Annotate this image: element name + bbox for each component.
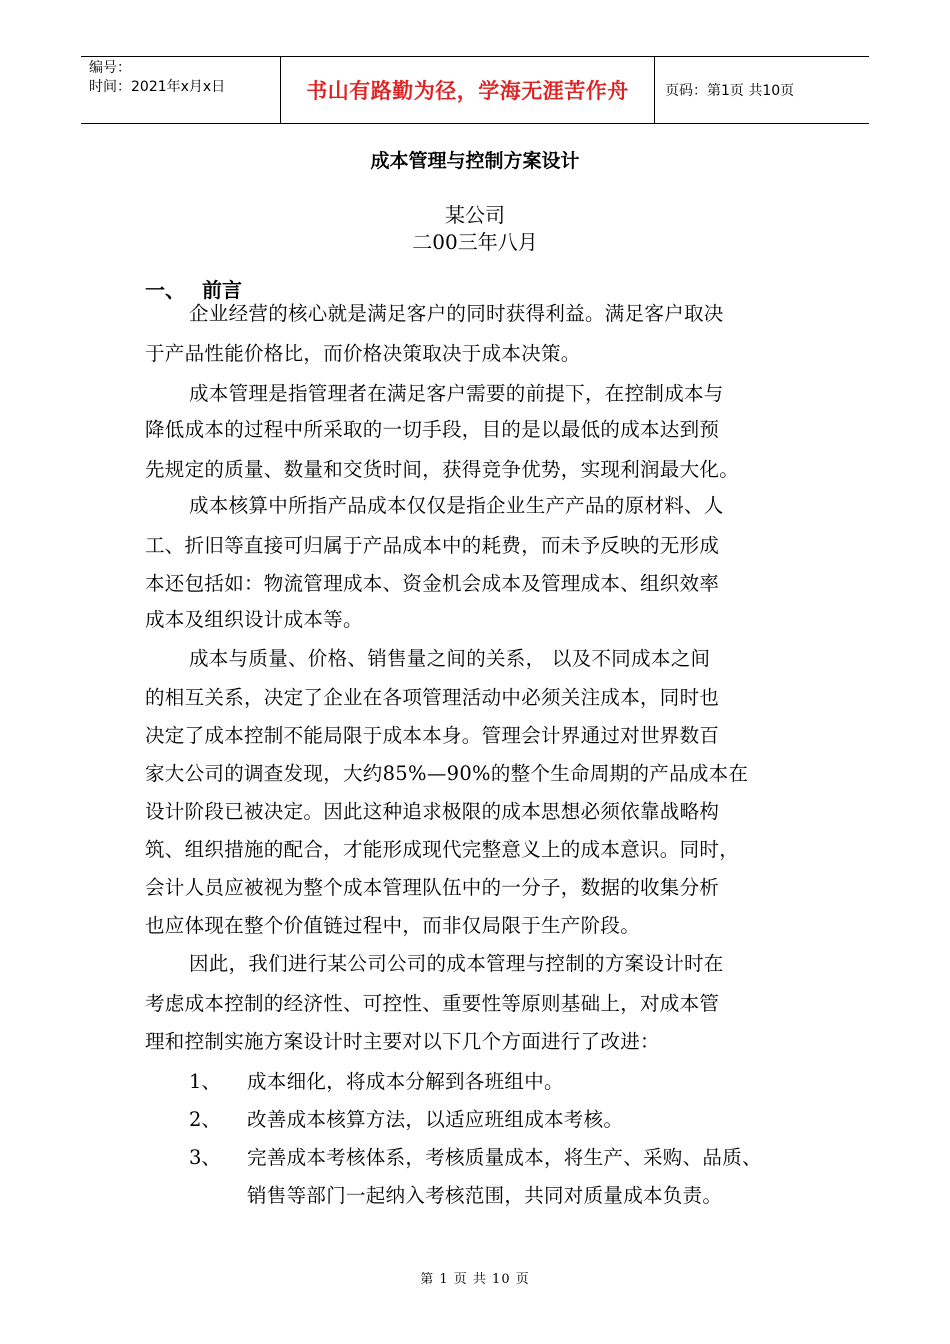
body-line: 家大公司的调查发现，大约85%—90%的整个生命周期的产品成本在 xyxy=(145,762,749,785)
header-time-label: 时间：2021年x月x日 xyxy=(89,79,226,95)
section-title: 前言 xyxy=(202,278,242,302)
body-line: 理和控制实施方案设计时主要对以下几个方面进行了改进： xyxy=(145,1030,660,1053)
header-page-info: 页码：第1页 共10页 xyxy=(665,83,795,99)
document-title: 成本管理与控制方案设计 xyxy=(370,150,580,172)
body-line: 因此，我们进行某公司公司的成本管理与控制的方案设计时在 xyxy=(189,952,724,975)
section-number: 一、 xyxy=(145,278,185,302)
header-meta xyxy=(81,57,281,123)
list-item-number: 1、 xyxy=(189,1070,221,1093)
body-line: 成本及组织设计成本等。 xyxy=(145,608,363,631)
body-line: 工、折旧等直接可归属于产品成本中的耗费，而未予反映的无形成 xyxy=(145,534,720,557)
body-line: 会计人员应被视为整个成本管理队伍中的一分子，数据的收集分析 xyxy=(145,876,720,899)
list-item-number: 2、 xyxy=(189,1108,221,1131)
body-line: 的相互关系，决定了企业在各项管理活动中必须关注成本，同时也 xyxy=(145,686,720,709)
body-line: 也应体现在整个价值链过程中，而非仅局限于生产阶段。 xyxy=(145,914,641,937)
document-date: 二00三年八月 xyxy=(412,230,538,254)
header-number-label: 编号： xyxy=(89,60,131,76)
body-line: 本还包括如：物流管理成本、资金机会成本及管理成本、组织效率 xyxy=(145,572,720,595)
body-line: 决定了成本控制不能局限于成本本身。管理会计界通过对世界数百 xyxy=(145,724,720,747)
company-name: 某公司 xyxy=(445,203,505,227)
body-line: 降低成本的过程中所采取的一切手段，目的是以最低的成本达到预 xyxy=(145,418,720,441)
header-motto: 书山有路勤为径，学海无涯苦作舟 xyxy=(281,57,655,123)
body-line: 先规定的质量、数量和交货时间，获得竞争优势，实现利润最大化。 xyxy=(145,458,740,481)
list-item-text: 完善成本考核体系，考核质量成本，将生产、采购、品质、 xyxy=(247,1146,762,1169)
body-line: 设计阶段已被决定。因此这种追求极限的成本思想必须依靠战略构 xyxy=(145,800,720,823)
body-line: 成本与质量、价格、销售量之间的关系， 以及不同成本之间 xyxy=(189,647,711,670)
list-item-text: 成本细化，将成本分解到各班组中。 xyxy=(247,1070,564,1093)
body-line: 企业经营的核心就是满足客户的同时获得利益。满足客户取决 xyxy=(189,302,724,325)
body-line: 于产品性能价格比，而价格决策取决于成本决策。 xyxy=(145,342,581,365)
body-line: 筑、组织措施的配合，才能形成现代完整意义上的成本意识。同时， xyxy=(145,838,740,861)
list-item-number: 3、 xyxy=(189,1146,221,1169)
document-header xyxy=(81,56,869,124)
body-line: 成本管理是指管理者在满足客户需要的前提下，在控制成本与 xyxy=(189,382,724,405)
body-line: 考虑成本控制的经济性、可控性、重要性等原则基础上，对成本管 xyxy=(145,992,720,1015)
page-footer: 第 1 页 共 10 页 xyxy=(420,1272,530,1287)
list-item-text: 改善成本核算方法，以适应班组成本考核。 xyxy=(247,1108,624,1131)
body-line: 成本核算中所指产品成本仅仅是指企业生产产品的原材料、人 xyxy=(189,494,724,517)
list-item-text: 销售等部门一起纳入考核范围，共同对质量成本负责。 xyxy=(247,1184,723,1207)
